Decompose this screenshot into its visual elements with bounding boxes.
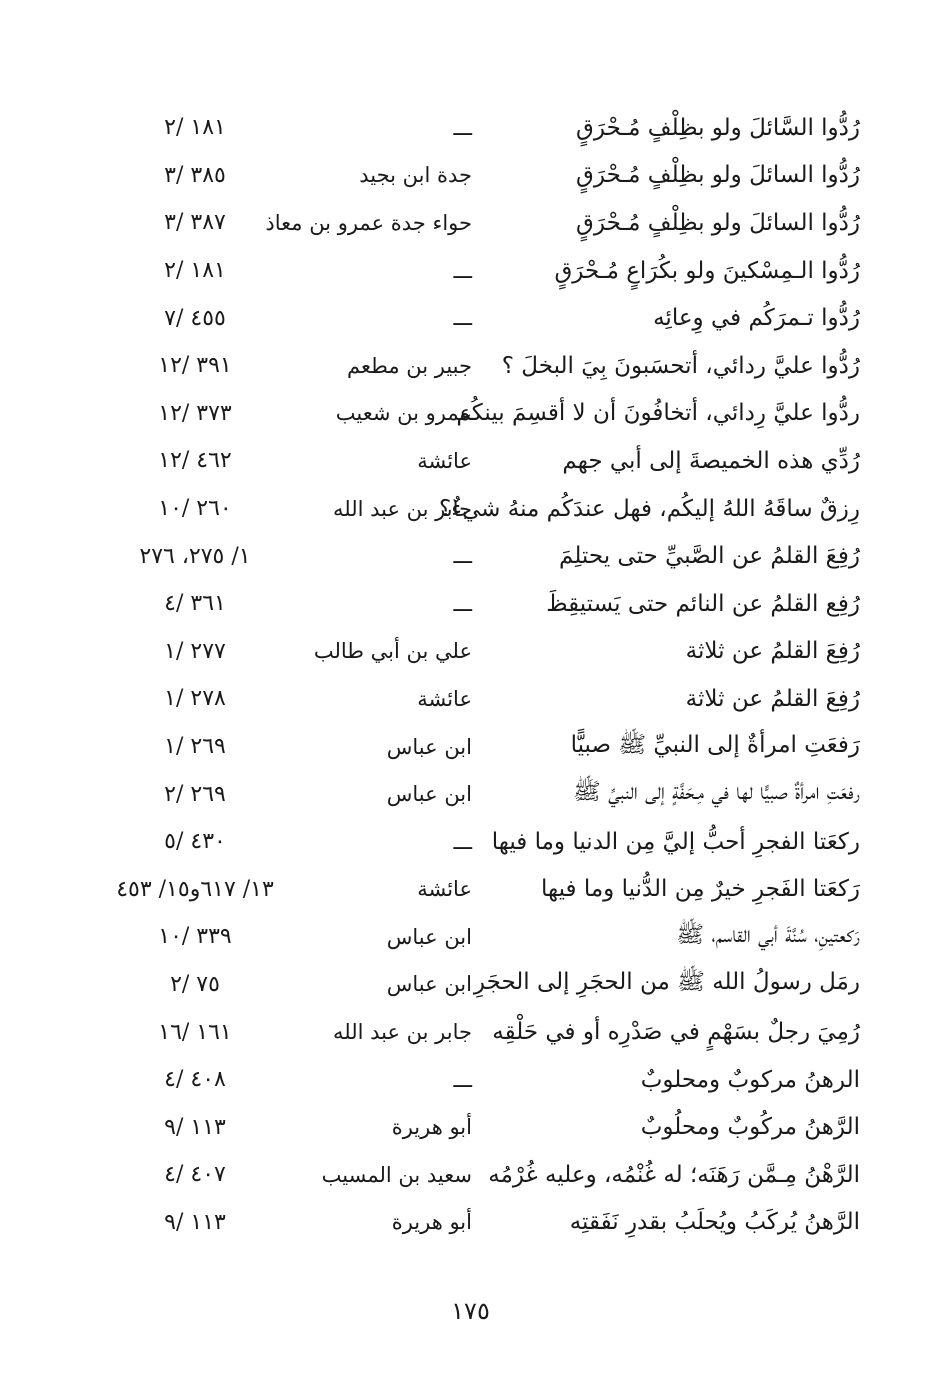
narrator: ابن عباس xyxy=(386,782,472,807)
hadith-text: الرهنُ مركوبٌ ومحلوبٌ xyxy=(640,1066,860,1093)
hadith-text: رُدُّوا السائلَ ولو بظِلْفٍ مُـحْرَقٍ xyxy=(576,162,860,189)
volume-page-reference: ٣٦١ /٤ xyxy=(164,591,226,617)
hadith-text: الرَّهنُ يُركَبُ ويُحلَبُ بقدرِ نَفَقتِه xyxy=(569,1209,860,1236)
narrator: أبو هريرة xyxy=(391,1115,472,1140)
table-row xyxy=(100,437,860,485)
narrator: ابن عباس xyxy=(386,972,472,997)
narrator: علي بن أبي طالب xyxy=(313,639,472,664)
volume-page-reference: ٧٥ /٢ xyxy=(170,971,220,997)
page-number: ١٧٥ xyxy=(451,1297,490,1325)
volume-page-reference: ١١٣ /٩ xyxy=(164,1114,226,1140)
narrator: ابن عباس xyxy=(386,924,472,949)
table-row xyxy=(100,866,860,914)
volume-page-reference: ١٦١ /١٦ xyxy=(158,1019,232,1045)
volume-page-reference: ٤٦٢ /١٢ xyxy=(158,448,232,474)
hadith-text: ردُّوا عليَّ رِدائي، أتخافُونَ أن لا أقسِمَ بينكُم xyxy=(456,400,860,427)
table-row xyxy=(100,1151,860,1199)
hadith-text: رَفعَتِ امرأةٌ إلى النبيِّ ﷺ صبيًّا xyxy=(570,731,860,758)
narrator: أبو هريرة xyxy=(391,1210,472,1235)
volume-page-reference: ٣٣٩ /١٠ xyxy=(158,924,232,950)
table-row xyxy=(100,532,860,580)
narrator: عائشة xyxy=(417,448,472,473)
narrator: جابر بن عبد الله xyxy=(332,496,472,521)
narrator: ـــ xyxy=(453,544,472,569)
hadith-text: رُمِيَ رجلٌ بسَهْمٍ في صَدْرِه أو في حَلْقِه xyxy=(492,1019,860,1046)
volume-page-reference: ٤٠٧ /٤ xyxy=(164,1162,226,1188)
volume-page-reference: ٤٠٨ /٤ xyxy=(164,1067,226,1093)
volume-page-reference: ٣٨٥ /٣ xyxy=(164,162,226,188)
volume-page-reference: ٤٣٠ /٥ xyxy=(164,829,226,855)
volume-page-reference: ٤٥٥ /٧ xyxy=(164,305,226,331)
narrator: ـــ xyxy=(453,115,472,140)
narrator: ـــ xyxy=(453,306,472,331)
hadith-text: رُدُّوا عليَّ ردائي، أتحسَبونَ بِيَ البخلَ ؟ xyxy=(501,352,860,379)
narrator: ابن عباس xyxy=(386,734,472,759)
table-row xyxy=(100,580,860,628)
table-row xyxy=(100,770,860,818)
table-row xyxy=(100,723,860,771)
table-row xyxy=(100,390,860,438)
table-row xyxy=(100,294,860,342)
volume-page-reference: ٢٧٨ /١ xyxy=(164,686,226,712)
hadith-text: رُدُّوا تـمرَكُم في وِعائِه xyxy=(653,305,860,332)
table-row xyxy=(100,1199,860,1247)
table-row xyxy=(100,1103,860,1151)
table-row xyxy=(100,152,860,200)
volume-page-reference: ٣٧٣ /١٢ xyxy=(158,400,232,426)
volume-page-reference: ١١٣ /٩ xyxy=(164,1209,226,1235)
table-row xyxy=(100,818,860,866)
volume-page-reference: ١٣/ ٦١٧و١٥/ ٤٥٣ xyxy=(116,876,274,902)
hadith-text: رُفِعَ القلمُ عن ثلاثة xyxy=(685,638,860,665)
table-row xyxy=(100,247,860,295)
narrator: جابر بن عبد الله xyxy=(332,1020,472,1045)
hadith-text: رُدُّوا السَّائلَ ولو بظِلْفٍ مُـحْرَقٍ xyxy=(576,114,860,141)
hadith-text: رُفِعَ القلمُ عن الصَّبيِّ حتى يحتلِمَ xyxy=(559,543,860,570)
narrator: جدة ابن بجيد xyxy=(359,163,472,188)
hadith-index-table xyxy=(100,104,860,1246)
table-row xyxy=(100,1056,860,1104)
table-row xyxy=(100,342,860,390)
table-row xyxy=(100,199,860,247)
hadith-text: رُدُّوا الـمِسْكينَ ولو بكُرَاعٍ مُـحْرَقٍ xyxy=(554,257,860,284)
volume-page-reference: ٣٩١ /١٢ xyxy=(158,353,232,379)
table-row xyxy=(100,104,860,152)
table-row xyxy=(100,628,860,676)
volume-page-reference: ١٨١ /٢ xyxy=(164,258,226,284)
table-row xyxy=(100,1008,860,1056)
hadith-text: رُدِّي هذه الخميصةَ إلى أبي جهم xyxy=(562,447,860,474)
table-row xyxy=(100,913,860,961)
hadith-text: رِزقٌ ساقَهُ اللهُ إليكُم، فهل عندَكُم منهُ شيءٌ؟ xyxy=(438,495,860,522)
narrator: ـــ xyxy=(453,258,472,283)
narrator: عائشة xyxy=(417,686,472,711)
table-row xyxy=(100,485,860,533)
volume-page-reference: ١٨١ /٢ xyxy=(164,115,226,141)
hadith-text: ركعَتا الفجرِ أحبُّ إليَّ مِن الدنيا وما فيها xyxy=(491,828,860,855)
table-row xyxy=(100,675,860,723)
narrator: جبير بن مطعم xyxy=(346,353,472,378)
volume-page-reference: ٣٨٧ /٣ xyxy=(164,210,226,236)
hadith-text: رمَل رسولُ الله ﷺ من الحجَرِ إلى الحجَرِ xyxy=(473,969,860,996)
narrator: سعيد بن المسيب xyxy=(321,1162,472,1187)
volume-page-reference: ٢٦٩ /٢ xyxy=(164,781,226,807)
table-row xyxy=(100,961,860,1009)
hadith-text: رَكعتينِ، سُنَّةَ أبي القاسم، ﷺ xyxy=(676,921,860,948)
hadith-text: رُفِع القلمُ عن النائم حتى يَستيقِظَ xyxy=(546,590,860,617)
narrator: ـــ xyxy=(453,1067,472,1092)
narrator: ـــ xyxy=(453,829,472,854)
narrator: ـــ xyxy=(453,591,472,616)
hadith-text: الرَّهْنُ مِـمَّن رَهَنَه؛ له غُنْمُه، وعليه غُرْمُه xyxy=(488,1161,860,1188)
hadith-text: رُفِعَ القلمُ عن ثلاثة xyxy=(685,685,860,712)
volume-page-reference: ١/ ٢٧٥، ٢٧٦ xyxy=(139,543,251,569)
volume-page-reference: ٢٧٧ /١ xyxy=(164,638,226,664)
hadith-text: رفعَتِ امرأةٌ صبيًّا لها في مِـحَفَّةٍ إلى النبيِّ ﷺ xyxy=(572,779,860,806)
hadith-text: الرَّهنُ مركُوبٌ ومحلُوبٌ xyxy=(640,1114,860,1141)
volume-page-reference: ٢٦٠ /١٠ xyxy=(158,496,232,522)
narrator: عائشة xyxy=(417,877,472,902)
hadith-text: رُدُّوا السائلَ ولو بظِلْفٍ مُـحْرَقٍ xyxy=(576,209,860,236)
narrator: عمرو بن شعيب xyxy=(335,401,472,426)
narrator: حواء جدة عمرو بن معاذ xyxy=(265,210,472,235)
volume-page-reference: ٢٦٩ /١ xyxy=(164,734,226,760)
hadith-text: رَكعَتا الفَجرِ خيرٌ مِن الدُّنيا وما فيها xyxy=(540,876,860,903)
